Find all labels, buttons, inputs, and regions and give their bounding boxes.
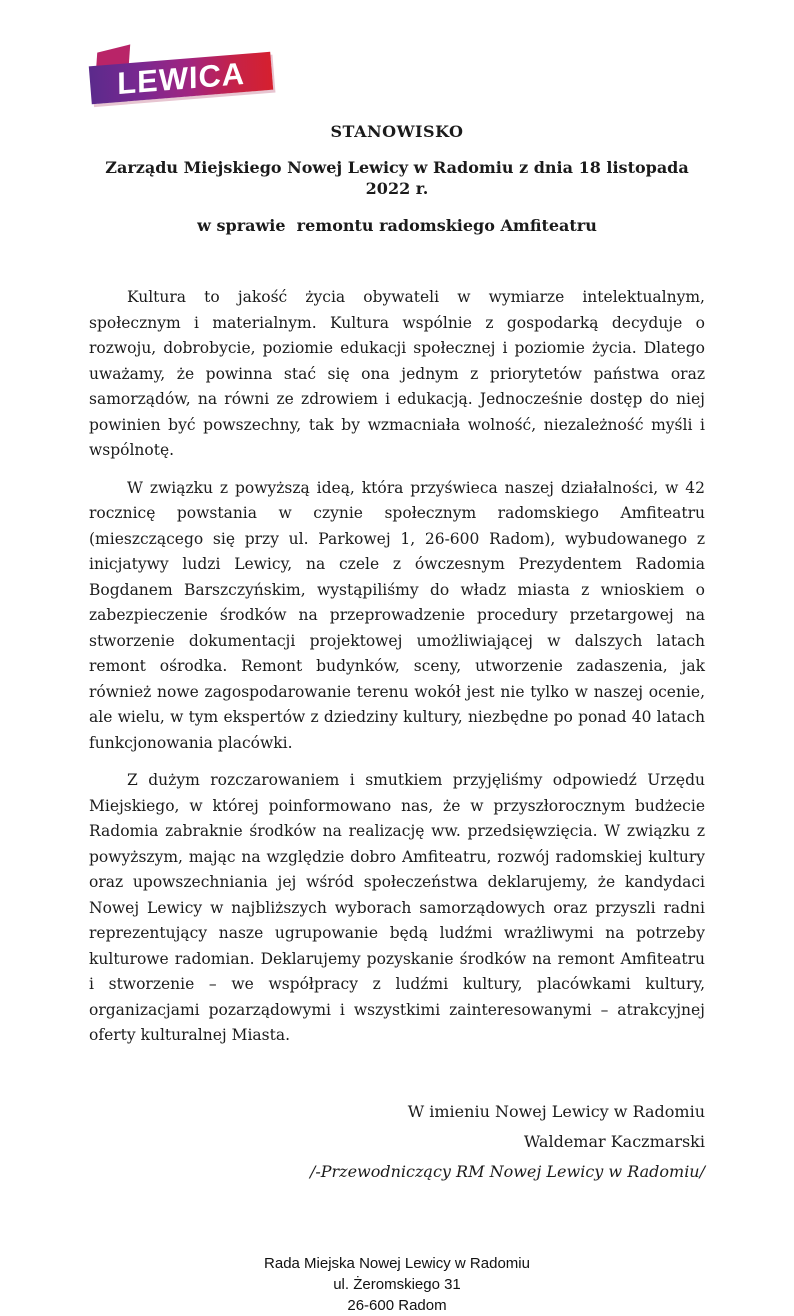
paragraph-city-response-declaration: Z dużym rozczarowaniem i smutkiem przyjęliśmy odpowiedź Urzędu Miejskiego, w której poinformowano nas, że w przyszłorocznym budżecie Radomia zabraknie środków na realizację ww. przedsięwzięcia. W związku z powyższym, mając na względzie dobro Amfiteatru, rozwój radomskiej kultury oraz upowszechniania jej wśród społeczeństwa deklarujemy, że kandydaci Nowej Lewicy w najbliższych wyborach samorządowych oraz przyszli radni reprezentujący nasze ugrupowanie będą ludźmi wrażliwymi na potrzeby kulturowe radomian. Deklarujemy pozyskanie środków na remont Amfiteatru i stworzenie – we współpracy z ludźmi kultury, placówkami kultury, organizacjami pozarządowymi i wszystkimi zainteresowanymi – atrakcyjnej oferty kulturalnej Miasta. (89, 771, 705, 1044)
document-page (0, 46, 794, 1314)
signature-role: /-Przewodniczący RM Nowej Lewicy w Radomiu/ (309, 1161, 705, 1181)
document-subject-line: w sprawie remontu radomskiego Amfiteatru (197, 216, 597, 235)
document-page-body (0, 46, 794, 1314)
footer-address-block (89, 1253, 705, 1316)
lewica-logo-text: LEWICA (116, 55, 246, 101)
footer-street: ul. Żeromskiego 31 (333, 1275, 461, 1293)
signature-name: Waldemar Kaczmarski (523, 1131, 705, 1151)
document-subtitle: Zarządu Miejskiego Nowej Lewicy w Radomiu z dnia 18 listopada 2022 r. (105, 158, 689, 198)
signature-block (89, 1097, 705, 1187)
paragraph-amphitheatre-history: W związku z powyższą ideą, która przyświeca naszej działalności, w 42 rocznicę powstania w czynie społecznym radomskiego Amfiteatru (mieszczącego się przy ul. Parkowej 1, 26-600 Radom), wybudowanego z inicjatywy ludzi Lewicy, na czele z ówczesnym Prezydentem Radomia Bogdanem Barszczyńskim, wystąpiliśmy do władz miasta z wnioskiem o zabezpieczenie środków na przeprowadzenie procedury przetargowej na stworzenie dokumentacji projektowej umożliwiającej w dalszych latach remont ośrodka. Remont budynków, sceny, utworzenie zadaszenia, jak również nowe zagospodarowanie terenu wokół jest nie tylko w naszej ocenie, ale wielu, w tym ekspertów z dziedziny kultury, niezbędne po ponad 40 latach funkcjonowania placówki. (89, 478, 705, 752)
lewica-logo (90, 46, 285, 108)
paragraph-culture-value: Kultura to jakość życia obywateli w wymiarze intelektualnym, społecznym i materialnym. Kultura wspólnie z gospodarką decyduje o rozwoju, dobrobycie, poziomie edukacji społecznej i poziomie życia. Dlatego uważamy, że powinna stać się ona jednym z priorytetów państwa oraz samorządów, na równi ze zdrowiem i edukacją. Jednocześnie dostęp do niej powinien być powszechny, tak by wzmacniała wolność, niezależność myśli i wspólnotę. (89, 288, 705, 459)
footer-organization: Rada Miejska Nowej Lewicy w Radomiu (264, 1254, 530, 1272)
document-title: STANOWISKO (330, 122, 464, 141)
document-body (89, 285, 705, 1049)
signature-on-behalf: W imieniu Nowej Lewicy w Radomiu (407, 1101, 705, 1121)
footer-city: 26-600 Radom (347, 1296, 447, 1314)
